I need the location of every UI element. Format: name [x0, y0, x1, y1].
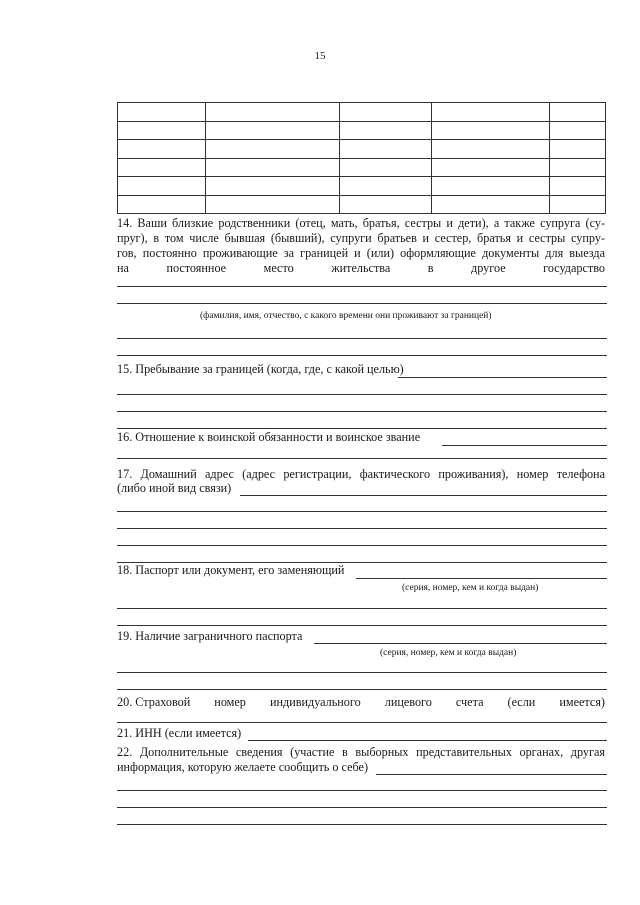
relatives-table [117, 102, 606, 214]
q22-answer-line[interactable] [117, 807, 607, 808]
table-cell[interactable] [118, 177, 206, 196]
q14-word: постоянное [166, 261, 227, 275]
q14-answer-line[interactable] [117, 286, 607, 287]
page-number: 15 [314, 50, 326, 62]
q14-word: жительства [331, 261, 391, 275]
q20-word: лицевого [384, 695, 432, 709]
q22-answer-line[interactable] [376, 774, 607, 775]
table-cell[interactable] [550, 158, 606, 177]
q18-answer-line[interactable] [356, 578, 607, 579]
q18-label: 18. Паспорт или документ, его заменяющий [117, 563, 345, 577]
table-cell[interactable] [432, 158, 550, 177]
table-cell[interactable] [432, 121, 550, 140]
q14-word: государство [543, 261, 605, 275]
table-cell[interactable] [206, 121, 340, 140]
q19-label: 19. Наличие заграничного паспорта [117, 629, 303, 643]
table-cell[interactable] [206, 195, 340, 214]
table-cell[interactable] [206, 103, 340, 122]
q18-caption: (серия, номер, кем и когда выдан) [402, 583, 539, 593]
table-cell[interactable] [340, 195, 432, 214]
q15-answer-line[interactable] [117, 394, 607, 395]
table-row [118, 195, 606, 214]
q14-word: в [427, 261, 434, 275]
table-cell[interactable] [206, 140, 340, 159]
q14-answer-line[interactable] [117, 338, 607, 339]
table-row [118, 158, 606, 177]
q20-word: 20. Страховой [117, 695, 191, 709]
q20-word: счета [455, 695, 484, 709]
q19-answer-line[interactable] [117, 689, 607, 690]
q16-label: 16. Отношение к воинской обязанности и воинское звание [117, 430, 421, 444]
q22-text-line-2: информация, которую желаете сообщить о себе) [117, 760, 369, 774]
table-cell[interactable] [206, 158, 340, 177]
q16-answer-line[interactable] [117, 458, 607, 459]
q20-word: индивидуального [269, 695, 361, 709]
table-cell[interactable] [432, 103, 550, 122]
table-cell[interactable] [550, 121, 606, 140]
table-cell[interactable] [118, 121, 206, 140]
q20-answer-line[interactable] [117, 722, 607, 723]
q21-answer-line[interactable] [248, 740, 607, 741]
q19-answer-line[interactable] [117, 672, 607, 673]
table-cell[interactable] [550, 140, 606, 159]
table-cell[interactable] [118, 158, 206, 177]
q15-answer-line[interactable] [117, 411, 607, 412]
q17-answer-line[interactable] [117, 511, 607, 512]
q21-label: 21. ИНН (если имеется) [117, 726, 242, 740]
table-cell[interactable] [340, 140, 432, 159]
q14-word: другое [471, 261, 506, 275]
q17-text-line-1: 17. Домашний адрес (адрес регистрации, фактического проживания), номер телефона [117, 467, 605, 481]
table-cell[interactable] [340, 121, 432, 140]
table-cell[interactable] [432, 195, 550, 214]
q20-word: имеется) [559, 695, 605, 709]
q15-answer-line[interactable] [117, 428, 607, 429]
q20-word: номер [214, 695, 246, 709]
q20-text [117, 695, 605, 709]
q14-text-line-1: 14. Ваши близкие родственники (отец, мать, братья, сестры и дети), а также супруга (су- [117, 216, 605, 230]
q20-word: (если [507, 695, 536, 709]
q19-answer-line[interactable] [314, 643, 607, 644]
table-row [118, 177, 606, 196]
q18-answer-line[interactable] [117, 625, 607, 626]
q18-answer-line[interactable] [117, 608, 607, 609]
q14-text-line-2: пруг), в том числе бывшая (бывший), супруги братьев и сестер, братья и сестры супру- [117, 231, 605, 245]
q17-answer-line[interactable] [117, 545, 607, 546]
table-cell[interactable] [340, 177, 432, 196]
q14-caption: (фамилия, имя, отчество, с какого времени они проживают за границей) [200, 311, 492, 321]
table-cell[interactable] [550, 195, 606, 214]
q14-answer-line[interactable] [117, 355, 607, 356]
table-cell[interactable] [432, 140, 550, 159]
table-cell[interactable] [340, 158, 432, 177]
table-row [118, 140, 606, 159]
q14-answer-line[interactable] [117, 303, 607, 304]
q16-answer-line[interactable] [442, 445, 607, 446]
q15-answer-line[interactable] [398, 377, 607, 378]
q22-answer-line[interactable] [117, 790, 607, 791]
table-cell[interactable] [118, 103, 206, 122]
q19-caption: (серия, номер, кем и когда выдан) [380, 648, 517, 658]
table-cell[interactable] [550, 177, 606, 196]
table-cell[interactable] [118, 140, 206, 159]
table-cell[interactable] [118, 195, 206, 214]
q17-answer-line[interactable] [240, 495, 607, 496]
q14-word: на [117, 261, 129, 275]
q14-text-line-3: гов, постоянно проживающие за границей и (или) оформляющие документы для выезда [117, 246, 605, 260]
q17-answer-line[interactable] [117, 528, 607, 529]
table-cell[interactable] [550, 103, 606, 122]
q22-answer-line[interactable] [117, 824, 607, 825]
q14-text-line-4 [117, 261, 605, 275]
table-row [118, 121, 606, 140]
table-row [118, 103, 606, 122]
table-cell[interactable] [340, 103, 432, 122]
table-cell[interactable] [206, 177, 340, 196]
q15-label: 15. Пребывание за границей (когда, где, с какой целью) [117, 362, 404, 376]
q17-text-line-2: (либо иной вид связи) [117, 481, 232, 495]
table-cell[interactable] [432, 177, 550, 196]
q14-word: место [263, 261, 294, 275]
q22-text-line-1: 22. Дополнительные сведения (участие в выборных представительных органах, другая [117, 745, 605, 759]
